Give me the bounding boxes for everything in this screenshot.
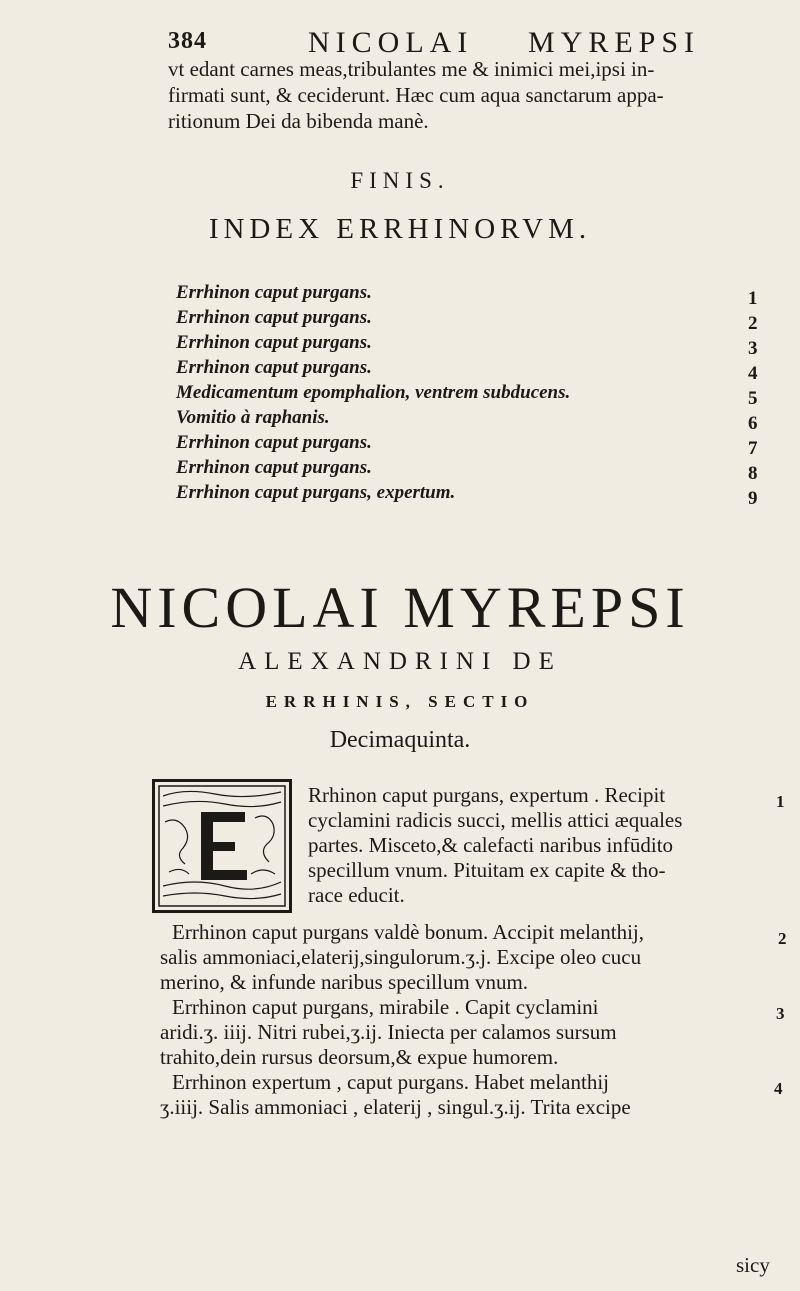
catchword: sicy (736, 1253, 770, 1277)
index-entry-text: Errhinon caput purgans. (176, 282, 372, 303)
section-label: ERRHINIS, SECTIO (265, 692, 535, 711)
index-entry-text: Errhinon caput purgans. (176, 357, 372, 378)
margin-number: 4 (774, 1079, 783, 1098)
index-title: INDEX ERRHINORVM. (208, 213, 592, 245)
body-line: race educit. (308, 883, 405, 907)
index-entry-number: 5 (748, 388, 758, 409)
opening-line: ritionum Dei da bibenda manè. (168, 109, 429, 133)
index-entry-number: 1 (748, 288, 758, 309)
index-entry-number: 6 (748, 413, 758, 434)
index-entry (176, 282, 768, 307)
page-number: 384 (168, 28, 207, 54)
index-entry-text: Vomitio à raphanis. (176, 407, 330, 428)
body-line: aridi.ʒ. iiij. Nitri rubei,ʒ.ij. Iniecta per calamos sursum (160, 1020, 617, 1044)
section-number: Decimaquinta. (329, 727, 471, 753)
section-subtitle: ALEXANDRINI DE (238, 648, 562, 675)
opening-line: vt edant carnes meas,tribulantes me & inimici mei,ipsi in- (168, 57, 655, 81)
body-line: Rrhinon caput purgans, expertum . Recipit (308, 783, 666, 807)
body-line: partes. Misceto,& calefacti naribus infūdito (308, 833, 674, 857)
index-entry-number: 8 (748, 463, 758, 484)
index-entry (176, 357, 768, 382)
index-entry-text: Errhinon caput purgans. (176, 457, 372, 478)
body-line: trahito,dein rursus deorsum,& expue humorem. (160, 1045, 559, 1069)
running-head-author: NICOLAI (308, 26, 474, 59)
opening-line: firmati sunt, & ceciderunt. Hæc cum aqua sanctarum appa- (168, 83, 664, 107)
index-entry (176, 382, 768, 407)
body-line: merino, & infunde naribus specillum vnum. (160, 970, 529, 994)
index-entry (176, 482, 768, 507)
index-entry-text: Errhinon caput purgans. (176, 307, 372, 328)
index-entry (176, 407, 768, 432)
running-head-surname: MYREPSI (528, 26, 701, 59)
body-line: Errhinon expertum , caput purgans. Habet melanthij (172, 1070, 609, 1094)
index-entry-number: 3 (748, 338, 758, 359)
finis-heading: FINIS. (350, 168, 450, 193)
index-entry-text: Errhinon caput purgans, expertum. (176, 482, 456, 503)
body-line: Errhinon caput purgans valdè bonum. Accipit melanthij, (172, 920, 645, 944)
index-entry-number: 2 (748, 313, 758, 334)
index-entry-number: 4 (748, 363, 758, 384)
body-line: salis ammoniaci,elaterij,singulorum.ʒ.j. Excipe oleo cucu (160, 945, 642, 969)
index-entry-number: 9 (748, 488, 758, 509)
index-entry (176, 332, 768, 357)
body-line: ʒ.iiij. Salis ammoniaci , elaterij , singul.ʒ.ij. Trita excipe (160, 1095, 631, 1119)
opening-paragraph (168, 56, 768, 134)
body-line: Errhinon caput purgans, mirabile . Capit cyclamini (172, 995, 599, 1019)
margin-number: 2 (778, 929, 787, 948)
body-line: specillum vnum. Pituitam ex capite & tho- (308, 858, 666, 882)
index-entry (176, 307, 768, 332)
body-line: cyclamini radicis succi, mellis attici æquales (308, 808, 683, 832)
index-entry (176, 432, 768, 457)
woodcut-ornament-icon (155, 782, 289, 910)
index-entry-text: Errhinon caput purgans. (176, 332, 372, 353)
index-entry (176, 457, 768, 482)
index-entry-text: Errhinon caput purgans. (176, 432, 372, 453)
margin-number: 1 (776, 792, 785, 811)
index-entry-number: 7 (748, 438, 758, 459)
section-main-title: NICOLAI MYREPSI (110, 575, 690, 640)
index-entry-text: Medicamentum epomphalion, ventrem subducens. (176, 382, 571, 403)
margin-number: 3 (776, 1004, 785, 1023)
decorated-initial (152, 779, 292, 913)
